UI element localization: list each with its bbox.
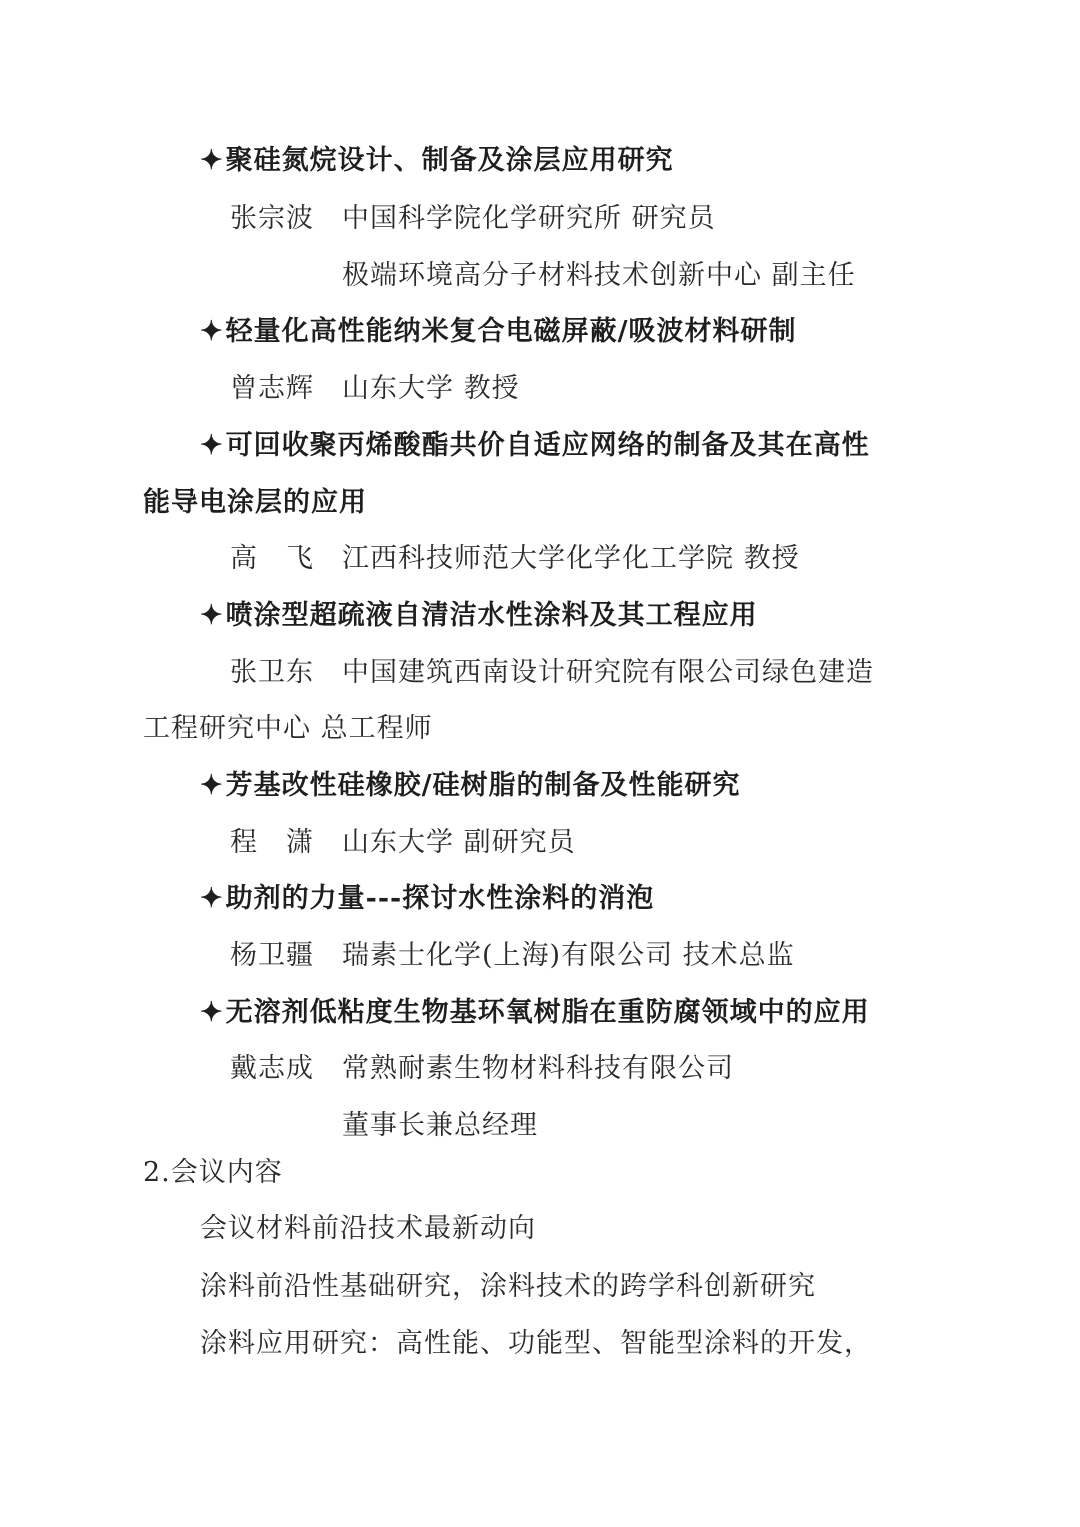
talk-speaker-line <box>230 825 576 861</box>
talk-speaker-line <box>230 655 874 691</box>
speaker-affiliation: 江西科技师范大学化学化工学院 教授 <box>342 543 800 574</box>
talk-title: ✦助剂的力量---探讨水性涂料的消泡 <box>200 881 654 917</box>
speaker-affiliation-continuation: 工程研究中心 总工程师 <box>143 713 433 744</box>
talk-speaker-line <box>230 938 795 974</box>
section-paragraph: 涂料前沿性基础研究，涂料技术的跨学科创新研究 <box>200 1271 816 1302</box>
four-point-star-icon: ✦ <box>200 316 224 347</box>
talk-title: ✦无溶剂低粘度生物基环氧树脂在重防腐领域中的应用 <box>200 995 870 1031</box>
talk-title: ✦芳基改性硅橡胶/硅树脂的制备及性能研究 <box>200 768 741 804</box>
speaker-affiliation: 常熟耐素生物材料科技有限公司 <box>342 1053 734 1084</box>
section-paragraph: 会议材料前沿技术最新动向 <box>200 1213 536 1244</box>
speaker-affiliation-secondary: 极端环境高分子材料技术创新中心 副主任 <box>342 260 856 291</box>
speaker-affiliation: 山东大学 副研究员 <box>342 827 576 858</box>
four-point-star-icon: ✦ <box>200 145 224 176</box>
speaker-name: 张宗波 <box>230 203 314 234</box>
talk-speaker-line <box>230 541 800 577</box>
speaker-name: 杨卫疆 <box>230 940 314 971</box>
talk-title: ✦可回收聚丙烯酸酯共价自适应网络的制备及其在高性 <box>200 428 870 464</box>
talk-speaker-line <box>230 201 716 237</box>
four-point-star-icon: ✦ <box>200 997 224 1028</box>
speaker-name: 戴志成 <box>230 1053 314 1084</box>
section-paragraph: 涂料应用研究：高性能、功能型、智能型涂料的开发， <box>200 1328 872 1359</box>
talk-title: ✦聚硅氮烷设计、制备及涂层应用研究 <box>200 143 674 179</box>
speaker-name: 高 飞 <box>230 543 314 574</box>
speaker-name: 曾志辉 <box>230 373 314 404</box>
speaker-affiliation: 中国建筑西南设计研究院有限公司绿色建造 <box>342 657 874 688</box>
four-point-star-icon: ✦ <box>200 600 224 631</box>
speaker-affiliation: 中国科学院化学研究所 研究员 <box>342 203 716 234</box>
speaker-name: 张卫东 <box>230 657 314 688</box>
four-point-star-icon: ✦ <box>200 883 224 914</box>
speaker-affiliation-secondary: 董事长兼总经理 <box>342 1110 538 1141</box>
speaker-name: 程 潇 <box>230 827 314 858</box>
four-point-star-icon: ✦ <box>200 430 224 461</box>
four-point-star-icon: ✦ <box>200 770 224 801</box>
talk-speaker-line <box>230 371 520 407</box>
talk-title-continuation: 能导电涂层的应用 <box>143 487 367 518</box>
talk-speaker-line <box>230 1051 734 1087</box>
speaker-affiliation: 山东大学 教授 <box>342 373 520 404</box>
section-heading: 2.会议内容 <box>143 1157 283 1188</box>
speaker-affiliation: 瑞素士化学(上海)有限公司 技术总监 <box>342 940 795 971</box>
talk-title: ✦轻量化高性能纳米复合电磁屏蔽/吸波材料研制 <box>200 314 797 350</box>
talk-title: ✦喷涂型超疏液自清洁水性涂料及其工程应用 <box>200 598 758 634</box>
